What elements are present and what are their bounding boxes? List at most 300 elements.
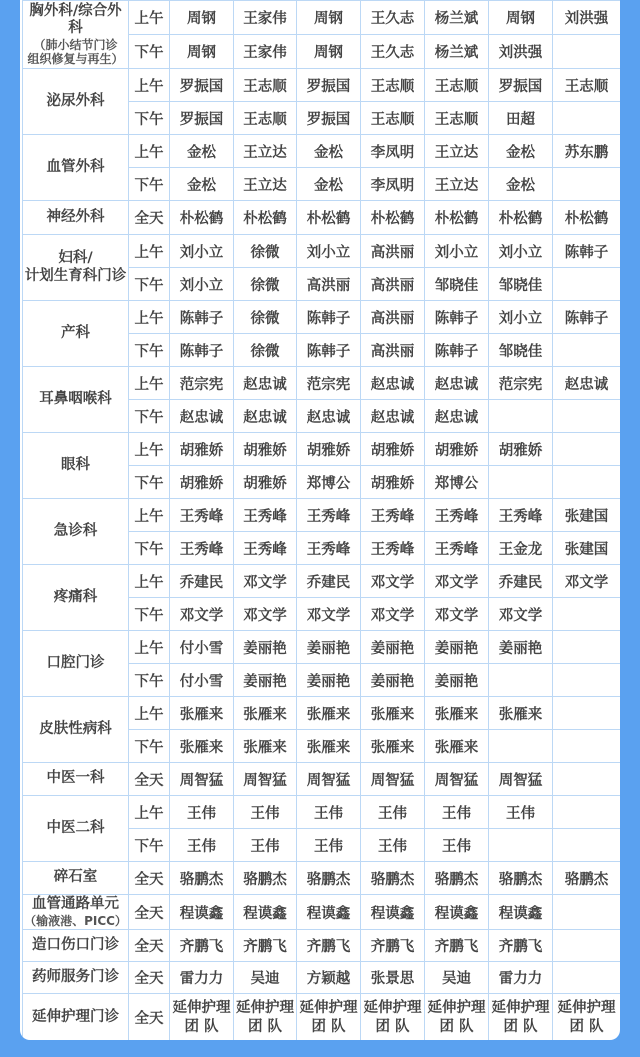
schedule-row [23, 631, 621, 664]
doctor-cell: 徐微 [234, 334, 297, 367]
department-label: 延伸护理门诊 [32, 1008, 119, 1025]
doctor-cell: 王秀峰 [170, 499, 234, 532]
doctor-cell: 王志顺 [234, 102, 297, 135]
session-period: 下午 [129, 168, 170, 201]
doctor-cell: 徐微 [234, 268, 297, 301]
doctor-cell: 王金龙 [489, 532, 553, 565]
doctor-cell: 朴松鹤 [361, 201, 425, 235]
doctor-cell: 邓文学 [297, 598, 361, 631]
doctor-cell: 王伟 [361, 829, 425, 862]
doctor-cell: 方颖越 [297, 962, 361, 994]
doctor-cell [553, 466, 621, 499]
department-label: 皮肤性病科 [39, 720, 112, 737]
doctor-cell: 胡雅娇 [297, 433, 361, 466]
schedule-row [23, 499, 621, 532]
doctor-cell: 骆鹏杰 [234, 862, 297, 895]
doctor-cell: 程谟鑫 [234, 895, 297, 930]
doctor-cell: 齐鹏飞 [234, 930, 297, 962]
doctor-cell: 高洪丽 [297, 268, 361, 301]
doctor-cell: 周智猛 [361, 763, 425, 796]
doctor-cell: 胡雅娇 [170, 433, 234, 466]
doctor-cell: 张雁来 [425, 697, 489, 730]
department-label: 中医二科 [46, 819, 105, 836]
schedule-row [23, 565, 621, 598]
doctor-cell: 胡雅娇 [489, 433, 553, 466]
doctor-cell: 骆鹏杰 [553, 862, 621, 895]
department-label: 妇科/ 计划生育科门诊 [24, 250, 127, 284]
doctor-cell: 赵忠诚 [425, 400, 489, 433]
session-period: 上午 [129, 565, 170, 598]
doctor-cell: 付小雪 [170, 664, 234, 697]
department-name [23, 1, 129, 69]
department-name [23, 235, 129, 301]
doctor-cell: 刘小立 [425, 235, 489, 268]
doctor-cell: 刘洪强 [489, 35, 553, 69]
doctor-cell: 金松 [297, 135, 361, 168]
doctor-cell: 王志顺 [425, 102, 489, 135]
session-period: 下午 [129, 829, 170, 862]
doctor-cell: 陈韩子 [425, 301, 489, 334]
doctor-cell: 胡雅娇 [234, 433, 297, 466]
doctor-cell: 朴松鹤 [297, 201, 361, 235]
doctor-cell: 骆鹏杰 [170, 862, 234, 895]
doctor-cell [553, 400, 621, 433]
doctor-cell: 朴松鹤 [170, 201, 234, 235]
doctor-cell: 张雁来 [361, 697, 425, 730]
doctor-cell: 朴松鹤 [553, 201, 621, 235]
doctor-cell: 王秀峰 [425, 499, 489, 532]
schedule-row [23, 201, 621, 235]
schedule-row [23, 433, 621, 466]
doctor-cell: 陈韩子 [425, 334, 489, 367]
department-name [23, 862, 129, 895]
doctor-cell: 陈韩子 [297, 301, 361, 334]
doctor-cell: 赵忠诚 [170, 400, 234, 433]
department-name [23, 499, 129, 565]
doctor-cell: 王立达 [234, 135, 297, 168]
doctor-cell: 朴松鹤 [234, 201, 297, 235]
doctor-cell [553, 829, 621, 862]
doctor-cell: 王秀峰 [361, 532, 425, 565]
session-period: 下午 [129, 730, 170, 763]
doctor-cell: 苏东鹏 [553, 135, 621, 168]
doctor-cell [553, 796, 621, 829]
doctor-cell: 延伸护理 团 队 [170, 994, 234, 1041]
department-name [23, 631, 129, 697]
doctor-cell [553, 102, 621, 135]
doctor-cell: 高洪丽 [361, 301, 425, 334]
doctor-cell: 陈韩子 [170, 301, 234, 334]
doctor-cell: 陈韩子 [297, 334, 361, 367]
session-period: 下午 [129, 268, 170, 301]
doctor-cell: 张雁来 [297, 697, 361, 730]
doctor-cell [553, 598, 621, 631]
department-name [23, 433, 129, 499]
doctor-cell: 王伟 [170, 829, 234, 862]
doctor-cell: 王伟 [489, 796, 553, 829]
doctor-cell: 张建国 [553, 532, 621, 565]
doctor-cell: 高洪丽 [361, 235, 425, 268]
session-period: 上午 [129, 796, 170, 829]
doctor-cell: 姜丽艳 [297, 631, 361, 664]
doctor-cell: 张雁来 [489, 697, 553, 730]
doctor-cell [553, 631, 621, 664]
doctor-cell: 王伟 [297, 796, 361, 829]
schedule-row [23, 862, 621, 895]
doctor-cell: 姜丽艳 [489, 631, 553, 664]
doctor-cell [553, 962, 621, 994]
doctor-cell: 延伸护理 团 队 [425, 994, 489, 1041]
session-period: 上午 [129, 697, 170, 730]
doctor-cell: 邓文学 [425, 598, 489, 631]
department-name [23, 895, 129, 930]
session-period: 全天 [129, 862, 170, 895]
doctor-cell: 周钢 [297, 35, 361, 69]
doctor-cell: 吴迪 [425, 962, 489, 994]
doctor-cell: 延伸护理 团 队 [234, 994, 297, 1041]
session-period: 全天 [129, 895, 170, 930]
doctor-cell: 周钢 [489, 1, 553, 35]
doctor-cell: 王久志 [361, 1, 425, 35]
doctor-cell [553, 433, 621, 466]
doctor-cell: 齐鹏飞 [489, 930, 553, 962]
schedule-row [23, 895, 621, 930]
session-period: 下午 [129, 466, 170, 499]
session-period: 下午 [129, 400, 170, 433]
department-sub-label: （输液港、PICC） [24, 913, 127, 928]
doctor-cell: 王秀峰 [361, 499, 425, 532]
doctor-cell: 王志顺 [361, 69, 425, 102]
doctor-cell: 刘小立 [297, 235, 361, 268]
session-period: 下午 [129, 334, 170, 367]
doctor-cell [553, 763, 621, 796]
session-period: 下午 [129, 664, 170, 697]
doctor-cell: 胡雅娇 [361, 466, 425, 499]
doctor-cell: 邹晓佳 [489, 334, 553, 367]
department-sub-label: （肺小结节门诊 组织修复与再生） [27, 37, 124, 66]
schedule-row [23, 235, 621, 268]
doctor-cell [489, 664, 553, 697]
doctor-cell: 王家伟 [234, 1, 297, 35]
doctor-cell: 范宗宪 [297, 367, 361, 400]
doctor-cell: 乔建民 [297, 565, 361, 598]
department-label: 胸外科/综合外科 [29, 2, 122, 37]
doctor-cell: 王伟 [234, 796, 297, 829]
doctor-cell: 周钢 [170, 35, 234, 69]
doctor-cell: 王伟 [425, 829, 489, 862]
session-period: 下午 [129, 102, 170, 135]
doctor-cell: 郑博公 [297, 466, 361, 499]
doctor-cell: 王伟 [361, 796, 425, 829]
doctor-cell: 王志顺 [234, 69, 297, 102]
doctor-cell: 王立达 [425, 135, 489, 168]
doctor-cell: 骆鹏杰 [489, 862, 553, 895]
department-label: 产科 [61, 324, 90, 341]
doctor-cell: 周智猛 [489, 763, 553, 796]
doctor-cell: 赵忠诚 [234, 400, 297, 433]
doctor-cell: 张雁来 [170, 697, 234, 730]
doctor-cell: 田超 [489, 102, 553, 135]
schedule-row [23, 930, 621, 962]
doctor-cell: 赵忠诚 [297, 400, 361, 433]
schedule-row [23, 1, 621, 35]
doctor-cell: 姜丽艳 [425, 631, 489, 664]
doctor-cell: 刘小立 [489, 235, 553, 268]
doctor-cell: 雷力力 [489, 962, 553, 994]
doctor-cell: 罗振国 [297, 102, 361, 135]
doctor-cell [489, 466, 553, 499]
doctor-cell: 王秀峰 [425, 532, 489, 565]
doctor-cell: 赵忠诚 [553, 367, 621, 400]
doctor-cell: 张雁来 [234, 697, 297, 730]
department-name [23, 301, 129, 367]
session-period: 上午 [129, 433, 170, 466]
doctor-cell: 周钢 [297, 1, 361, 35]
department-label: 耳鼻咽喉科 [39, 390, 112, 407]
doctor-cell: 王家伟 [234, 35, 297, 69]
doctor-cell: 邓文学 [234, 598, 297, 631]
department-name [23, 201, 129, 235]
doctor-cell: 王久志 [361, 35, 425, 69]
doctor-cell: 王秀峰 [297, 532, 361, 565]
department-name [23, 565, 129, 631]
session-period: 上午 [129, 135, 170, 168]
doctor-cell: 高洪丽 [361, 334, 425, 367]
doctor-cell: 罗振国 [170, 102, 234, 135]
department-label: 造口伤口门诊 [32, 936, 119, 953]
department-name [23, 962, 129, 994]
schedule-row [23, 69, 621, 102]
doctor-cell: 延伸护理 团 队 [297, 994, 361, 1041]
session-period: 上午 [129, 499, 170, 532]
doctor-cell: 程谟鑫 [297, 895, 361, 930]
doctor-cell [553, 334, 621, 367]
session-period: 上午 [129, 301, 170, 334]
doctor-cell: 杨兰斌 [425, 35, 489, 69]
doctor-cell: 程谟鑫 [170, 895, 234, 930]
doctor-cell: 延伸护理 团 队 [489, 994, 553, 1041]
doctor-cell: 邓文学 [553, 565, 621, 598]
doctor-cell: 周智猛 [170, 763, 234, 796]
department-name [23, 135, 129, 201]
doctor-cell: 王伟 [170, 796, 234, 829]
department-label: 碎石室 [53, 869, 98, 886]
schedule-row [23, 962, 621, 994]
doctor-cell: 齐鹏飞 [297, 930, 361, 962]
schedule-row [23, 994, 621, 1041]
schedule-panel [20, 0, 620, 1040]
doctor-cell: 徐微 [234, 235, 297, 268]
doctor-cell: 邓文学 [361, 565, 425, 598]
doctor-cell: 胡雅娇 [361, 433, 425, 466]
doctor-cell [489, 829, 553, 862]
doctor-cell: 刘小立 [170, 235, 234, 268]
schedule-row [23, 367, 621, 400]
doctor-cell: 陈韩子 [553, 301, 621, 334]
schedule-row [23, 135, 621, 168]
schedule-row [23, 796, 621, 829]
doctor-cell: 程谟鑫 [489, 895, 553, 930]
doctor-cell: 张雁来 [425, 730, 489, 763]
department-name [23, 69, 129, 135]
doctor-cell: 乔建民 [170, 565, 234, 598]
doctor-cell: 姜丽艳 [234, 664, 297, 697]
doctor-cell: 姜丽艳 [361, 664, 425, 697]
doctor-cell: 赵忠诚 [234, 367, 297, 400]
session-period: 上午 [129, 367, 170, 400]
doctor-cell: 姜丽艳 [297, 664, 361, 697]
doctor-cell: 范宗宪 [170, 367, 234, 400]
department-label: 疼痛科 [53, 588, 98, 605]
doctor-cell: 王立达 [234, 168, 297, 201]
doctor-cell: 邹晓佳 [425, 268, 489, 301]
doctor-cell: 王秀峰 [170, 532, 234, 565]
doctor-cell: 金松 [297, 168, 361, 201]
doctor-cell: 朴松鹤 [425, 201, 489, 235]
doctor-cell [553, 268, 621, 301]
doctor-cell [553, 168, 621, 201]
doctor-cell: 李凤明 [361, 168, 425, 201]
doctor-cell: 胡雅娇 [170, 466, 234, 499]
department-label: 口腔门诊 [46, 654, 105, 671]
doctor-cell: 周钢 [170, 1, 234, 35]
department-label: 药师服务门诊 [32, 968, 119, 985]
department-label: 血管通路单元 [32, 896, 119, 913]
doctor-cell: 高洪丽 [361, 268, 425, 301]
doctor-cell: 张雁来 [361, 730, 425, 763]
doctor-cell: 胡雅娇 [425, 433, 489, 466]
doctor-cell: 赵忠诚 [425, 367, 489, 400]
doctor-cell [489, 400, 553, 433]
doctor-cell: 李凤明 [361, 135, 425, 168]
session-period: 全天 [129, 201, 170, 235]
doctor-cell: 张雁来 [297, 730, 361, 763]
doctor-cell: 范宗宪 [489, 367, 553, 400]
doctor-cell: 王伟 [425, 796, 489, 829]
doctor-cell: 付小雪 [170, 631, 234, 664]
doctor-cell: 雷力力 [170, 962, 234, 994]
doctor-cell: 邓文学 [361, 598, 425, 631]
doctor-cell: 延伸护理 团 队 [361, 994, 425, 1041]
doctor-cell: 罗振国 [297, 69, 361, 102]
doctor-cell: 齐鹏飞 [170, 930, 234, 962]
doctor-cell: 骆鹏杰 [297, 862, 361, 895]
session-period: 全天 [129, 930, 170, 962]
doctor-cell: 程谟鑫 [425, 895, 489, 930]
doctor-cell: 赵忠诚 [361, 400, 425, 433]
doctor-cell: 周智猛 [234, 763, 297, 796]
doctor-cell: 骆鹏杰 [361, 862, 425, 895]
doctor-cell [553, 730, 621, 763]
doctor-cell: 金松 [489, 135, 553, 168]
schedule-row [23, 763, 621, 796]
doctor-cell: 齐鹏飞 [361, 930, 425, 962]
doctor-cell [553, 35, 621, 69]
doctor-cell: 邓文学 [234, 565, 297, 598]
doctor-cell: 乔建民 [489, 565, 553, 598]
doctor-cell: 延伸护理 团 队 [553, 994, 621, 1041]
schedule-row [23, 301, 621, 334]
doctor-cell: 邓文学 [170, 598, 234, 631]
doctor-cell: 姜丽艳 [234, 631, 297, 664]
doctor-cell: 徐微 [234, 301, 297, 334]
doctor-cell: 朴松鹤 [489, 201, 553, 235]
session-period: 上午 [129, 1, 170, 35]
session-period: 上午 [129, 69, 170, 102]
doctor-cell: 姜丽艳 [361, 631, 425, 664]
department-label: 急诊科 [53, 522, 98, 539]
department-label: 神经外科 [46, 208, 105, 225]
doctor-cell: 王秀峰 [489, 499, 553, 532]
doctor-cell: 王伟 [297, 829, 361, 862]
doctor-cell: 周智猛 [297, 763, 361, 796]
department-label: 血管外科 [46, 158, 105, 175]
department-name [23, 697, 129, 763]
session-period: 全天 [129, 994, 170, 1041]
doctor-cell: 王志顺 [425, 69, 489, 102]
doctor-cell: 王志顺 [553, 69, 621, 102]
department-label: 眼科 [61, 456, 90, 473]
doctor-cell: 张雁来 [170, 730, 234, 763]
doctor-cell: 吴迪 [234, 962, 297, 994]
doctor-cell: 程谟鑫 [361, 895, 425, 930]
doctor-cell: 刘小立 [489, 301, 553, 334]
department-name [23, 994, 129, 1041]
department-name [23, 763, 129, 796]
doctor-cell: 王秀峰 [234, 499, 297, 532]
doctor-cell: 王志顺 [361, 102, 425, 135]
doctor-cell: 张建国 [553, 499, 621, 532]
doctor-cell: 胡雅娇 [234, 466, 297, 499]
doctor-cell: 王立达 [425, 168, 489, 201]
doctor-cell: 金松 [489, 168, 553, 201]
doctor-cell: 邓文学 [489, 598, 553, 631]
doctor-cell: 赵忠诚 [361, 367, 425, 400]
doctor-cell: 周智猛 [425, 763, 489, 796]
session-period: 下午 [129, 598, 170, 631]
schedule-row [23, 697, 621, 730]
doctor-cell: 刘小立 [170, 268, 234, 301]
doctor-cell [553, 930, 621, 962]
doctor-cell [553, 895, 621, 930]
schedule-table [22, 0, 620, 1040]
session-period: 全天 [129, 962, 170, 994]
doctor-cell: 王秀峰 [234, 532, 297, 565]
doctor-cell: 齐鹏飞 [425, 930, 489, 962]
doctor-cell: 张雁来 [234, 730, 297, 763]
doctor-cell [553, 697, 621, 730]
doctor-cell: 金松 [170, 135, 234, 168]
department-name [23, 930, 129, 962]
doctor-cell: 刘洪强 [553, 1, 621, 35]
doctor-cell: 郑博公 [425, 466, 489, 499]
session-period: 上午 [129, 631, 170, 664]
doctor-cell: 陈韩子 [170, 334, 234, 367]
department-name [23, 796, 129, 862]
session-period: 下午 [129, 35, 170, 69]
doctor-cell: 王秀峰 [297, 499, 361, 532]
doctor-cell [489, 730, 553, 763]
doctor-cell: 罗振国 [170, 69, 234, 102]
doctor-cell: 罗振国 [489, 69, 553, 102]
doctor-cell: 邹晓佳 [489, 268, 553, 301]
session-period: 上午 [129, 235, 170, 268]
doctor-cell: 姜丽艳 [425, 664, 489, 697]
doctor-cell [553, 664, 621, 697]
doctor-cell: 骆鹏杰 [425, 862, 489, 895]
doctor-cell: 金松 [170, 168, 234, 201]
doctor-cell: 王伟 [234, 829, 297, 862]
